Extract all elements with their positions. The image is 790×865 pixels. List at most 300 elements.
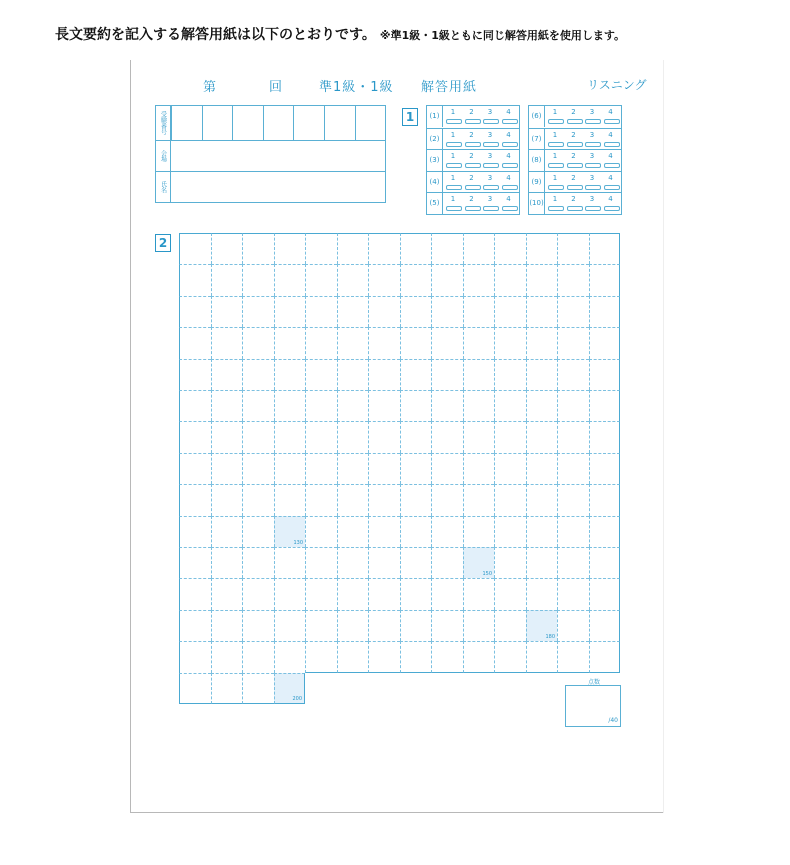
score-box [565,685,621,727]
grid-cell[interactable] [179,641,211,672]
answer-bubble[interactable] [446,185,462,190]
grid-cell[interactable] [305,327,337,358]
answer-bubble[interactable] [465,142,481,147]
grid-cell[interactable] [494,641,526,672]
grid-cell[interactable] [494,547,526,578]
option-number: 1 [552,130,558,139]
option-number: 1 [552,173,558,182]
grid-cell[interactable] [400,390,432,421]
grid-cell[interactable] [463,453,495,484]
grid-cell[interactable] [242,641,274,672]
grid-cell[interactable] [337,578,369,609]
answer-bubble[interactable] [483,185,499,190]
answer-bubble[interactable] [502,206,518,211]
grid-cell[interactable] [368,327,400,358]
grid-cell[interactable] [494,610,526,641]
grid-cell[interactable] [400,641,432,672]
grid-cell[interactable] [494,327,526,358]
grid-cell[interactable] [368,233,400,264]
answer-bubble[interactable] [604,206,620,211]
grid-cell[interactable] [337,547,369,578]
grid-cell[interactable] [400,610,432,641]
grid-cell[interactable] [337,421,369,452]
answer-bubble[interactable] [567,119,583,124]
grid-cell[interactable] [242,296,274,327]
grid-cell[interactable] [274,484,306,515]
grid-cell[interactable] [463,578,495,609]
grid-cell[interactable] [337,359,369,390]
grid-cell[interactable] [211,233,243,264]
answer-sheet [130,60,663,813]
option-number: 1 [552,195,558,204]
grid-cell[interactable] [557,421,589,452]
grid-cell[interactable] [400,516,432,547]
grid-cell[interactable] [589,233,621,264]
grid-cell[interactable] [242,484,274,515]
grid-cell[interactable] [368,547,400,578]
grid-cell[interactable] [211,641,243,672]
grid-cell[interactable] [400,421,432,452]
grid-cell[interactable] [179,484,211,515]
option-number: 1 [450,108,456,116]
grid-cell[interactable] [400,233,432,264]
grid-cell[interactable] [337,233,369,264]
answer-bubble[interactable] [465,119,481,124]
grid-cell[interactable] [305,390,337,421]
grid-cell[interactable] [557,547,589,578]
grid-cell[interactable] [463,610,495,641]
grid-cell[interactable] [431,516,463,547]
exam-number-digit-cell[interactable] [355,106,386,140]
grid-cell[interactable] [526,578,558,609]
grid-cell[interactable] [305,484,337,515]
question-1-answers-right [528,105,622,215]
grid-cell[interactable] [463,547,495,578]
grid-cell[interactable] [589,390,621,421]
grid-cell[interactable] [305,578,337,609]
grid-cell[interactable] [211,264,243,295]
grid-cell[interactable] [494,421,526,452]
grid-cell[interactable] [526,421,558,452]
option-number: 4 [506,152,511,161]
answer-row-number: (1) [427,106,443,127]
grid-cell[interactable] [211,547,243,578]
grid-cell[interactable] [589,641,621,672]
grid-cell[interactable] [274,327,306,358]
option-number: 2 [571,130,576,139]
grid-cell[interactable] [526,516,558,547]
grid-cell[interactable] [431,641,463,672]
grid-cell[interactable] [463,421,495,452]
answer-row-number: (3) [427,150,443,171]
grid-cell[interactable] [211,359,243,390]
grid-cell[interactable] [274,233,306,264]
grid-cell[interactable] [211,516,243,547]
grid-cell[interactable] [431,484,463,515]
grid-cell[interactable] [337,610,369,641]
grid-cell[interactable] [431,264,463,295]
answer-row [427,192,519,214]
grid-cell[interactable] [179,421,211,452]
grid-cell[interactable] [305,547,337,578]
option-number: 3 [589,152,595,161]
grid-cell[interactable] [179,296,211,327]
answer-bubble[interactable] [465,185,481,190]
grid-cell[interactable] [463,516,495,547]
answer-bubble[interactable] [567,206,583,211]
grid-cell[interactable] [305,610,337,641]
answer-bubble[interactable] [502,185,518,190]
grid-cell[interactable] [557,516,589,547]
grid-cell[interactable] [431,578,463,609]
answer-bubble[interactable] [483,206,499,211]
option-number: 4 [506,108,511,116]
grid-cell[interactable] [211,673,243,704]
grid-cell[interactable] [242,359,274,390]
option-number: 2 [469,152,474,161]
grid-cell[interactable] [557,359,589,390]
grid-cell[interactable] [463,296,495,327]
grid-cell[interactable] [463,359,495,390]
answer-bubble[interactable] [548,119,564,124]
grid-cell[interactable] [211,578,243,609]
answer-bubble[interactable] [567,185,583,190]
grid-cell[interactable] [337,296,369,327]
grid-cell[interactable] [179,327,211,358]
grid-cell[interactable] [179,673,211,704]
grid-cell[interactable] [211,610,243,641]
label-name: 氏名 [156,172,171,202]
header-kai: 回 [269,80,284,95]
grid-cell[interactable] [337,453,369,484]
grid-cell[interactable] [589,264,621,295]
grid-cell[interactable] [242,610,274,641]
grid-cell[interactable] [305,516,337,547]
grid-cell[interactable] [400,453,432,484]
grid-cell[interactable] [305,359,337,390]
answer-bubble[interactable] [585,142,601,147]
grid-cell[interactable] [557,641,589,672]
exam-number-digit-cell[interactable] [202,106,233,140]
answer-bubble[interactable] [446,119,462,124]
grid-cell[interactable] [526,233,558,264]
grid-cell[interactable] [589,610,621,641]
grid-cell[interactable] [179,453,211,484]
grid-cell[interactable] [494,578,526,609]
option-number: 3 [589,195,595,204]
grid-cell[interactable] [463,641,495,672]
grid-cell[interactable] [494,359,526,390]
grid-cell[interactable] [526,641,558,672]
grid-cell[interactable] [368,296,400,327]
answer-bubble[interactable] [465,206,481,211]
answer-row [529,149,621,171]
answer-bubble[interactable] [483,163,499,168]
grid-cell[interactable] [431,390,463,421]
answer-row-number: (7) [529,129,545,150]
grid-cell[interactable] [431,610,463,641]
name-field[interactable] [156,171,385,202]
option-number: 2 [469,195,474,204]
exam-number-digit-cell[interactable] [293,106,324,140]
character-count-mark: 130 [293,539,303,546]
grid-cell[interactable] [242,547,274,578]
answer-bubble[interactable] [585,163,601,168]
answer-bubble[interactable] [585,119,601,124]
answer-row-number: (6) [529,106,545,127]
exam-number-digit-cell[interactable] [232,106,263,140]
grid-cell[interactable] [431,359,463,390]
grid-cell[interactable] [305,264,337,295]
answer-bubble[interactable] [502,119,518,124]
grid-cell[interactable] [368,484,400,515]
header-grade: 準1級・1級 [319,80,394,95]
grid-cell[interactable] [368,390,400,421]
grid-cell[interactable] [431,233,463,264]
grid-cell[interactable] [400,327,432,358]
venue-field[interactable] [156,140,385,171]
grid-cell[interactable] [305,296,337,327]
answer-bubble[interactable] [604,163,620,168]
answer-bubble[interactable] [548,206,564,211]
answer-bubble[interactable] [585,185,601,190]
character-count-mark: 180 [545,634,555,641]
answer-row [427,171,519,193]
score-total: /40 [608,717,618,724]
answer-bubble[interactable] [567,142,583,147]
grid-cell[interactable] [305,641,337,672]
grid-cell[interactable] [463,390,495,421]
grid-cell[interactable] [274,673,306,704]
grid-cell[interactable] [274,578,306,609]
grid-cell[interactable] [274,264,306,295]
grid-cell[interactable] [211,421,243,452]
grid-cell[interactable] [589,516,621,547]
grid-cell[interactable] [368,610,400,641]
grid-cell[interactable] [337,327,369,358]
answer-bubble[interactable] [548,142,564,147]
answer-bubble[interactable] [502,163,518,168]
grid-cell[interactable] [368,264,400,295]
grid-cell[interactable] [274,641,306,672]
grid-cell[interactable] [211,327,243,358]
option-number: 2 [571,173,576,182]
grid-cell[interactable] [179,359,211,390]
option-number: 3 [589,130,595,139]
answer-bubble[interactable] [465,163,481,168]
grid-cell[interactable] [242,673,274,704]
grid-cell[interactable] [589,327,621,358]
option-number: 3 [487,152,493,161]
grid-cell[interactable] [179,578,211,609]
answer-row [427,149,519,171]
grid-cell[interactable] [494,453,526,484]
grid-cell[interactable] [337,641,369,672]
grid-cell[interactable] [557,453,589,484]
grid-cell[interactable] [557,327,589,358]
option-number: 4 [608,195,613,204]
answer-row [529,106,621,127]
grid-cell[interactable] [431,453,463,484]
exam-number-digit-cell[interactable] [324,106,355,140]
grid-cell[interactable] [463,264,495,295]
grid-cell[interactable] [589,578,621,609]
grid-cell[interactable] [179,547,211,578]
answer-bubble[interactable] [502,142,518,147]
grid-cell[interactable] [589,359,621,390]
grid-cell[interactable] [305,233,337,264]
grid-cell[interactable] [274,421,306,452]
grid-cell[interactable] [494,233,526,264]
grid-cell[interactable] [494,296,526,327]
grid-cell[interactable] [400,296,432,327]
option-number: 3 [487,130,493,139]
grid-cell[interactable] [368,359,400,390]
grid-cell[interactable] [463,233,495,264]
header-dai: 第 [203,80,218,95]
grid-cell[interactable] [526,359,558,390]
answer-row [529,192,621,214]
grid-cell[interactable] [337,516,369,547]
question-1-answers-left [426,105,520,215]
grid-cell[interactable] [526,547,558,578]
caption-main: 長文要約を記入する解答用紙は以下のとおりです。 [55,27,376,43]
answer-bubble[interactable] [446,206,462,211]
grid-cell[interactable] [557,610,589,641]
grid-cell[interactable] [494,264,526,295]
answer-bubble[interactable] [446,163,462,168]
grid-cell[interactable] [557,484,589,515]
grid-cell[interactable] [431,421,463,452]
grid-cell[interactable] [368,516,400,547]
grid-cell[interactable] [526,484,558,515]
grid-cell[interactable] [400,359,432,390]
answer-bubble[interactable] [446,142,462,147]
grid-cell[interactable] [242,327,274,358]
question-2-number: 2 [155,234,171,252]
examinee-info-box [155,105,386,203]
grid-cell[interactable] [526,264,558,295]
grid-cell[interactable] [400,578,432,609]
answer-bubble[interactable] [548,185,564,190]
grid-cell[interactable] [337,264,369,295]
grid-cell[interactable] [557,264,589,295]
grid-cell[interactable] [211,484,243,515]
option-number: 1 [450,130,456,139]
grid-cell[interactable] [589,453,621,484]
grid-cell[interactable] [179,390,211,421]
grid-cell[interactable] [274,296,306,327]
answer-row-number: (2) [427,129,443,150]
answer-bubble[interactable] [604,185,620,190]
section-label: リスニング [587,78,647,92]
grid-cell[interactable] [274,390,306,421]
option-number: 1 [552,108,558,116]
grid-cell[interactable] [368,578,400,609]
character-count-mark: 150 [482,571,492,578]
grid-cell[interactable] [242,421,274,452]
grid-cell[interactable] [526,453,558,484]
option-number: 4 [608,152,613,161]
exam-number-digit-cell[interactable] [263,106,294,140]
grid-cell[interactable] [211,390,243,421]
grid-cell[interactable] [400,264,432,295]
caption [55,24,625,44]
grid-cell[interactable] [274,359,306,390]
grid-cell[interactable] [526,327,558,358]
grid-cell[interactable] [463,327,495,358]
grid-cell[interactable] [400,484,432,515]
grid-cell[interactable] [463,484,495,515]
grid-cell[interactable] [526,610,558,641]
grid-cell[interactable] [589,421,621,452]
grid-cell[interactable] [557,233,589,264]
answer-bubble[interactable] [548,163,564,168]
answer-bubble[interactable] [604,142,620,147]
answer-bubble[interactable] [585,206,601,211]
exam-number-digit-cell[interactable] [171,106,202,140]
grid-cell[interactable] [526,296,558,327]
grid-cell[interactable] [368,641,400,672]
grid-cell[interactable] [589,296,621,327]
grid-cell[interactable] [337,390,369,421]
grid-cell[interactable] [242,390,274,421]
option-number: 4 [608,130,613,139]
answer-bubble[interactable] [604,119,620,124]
answer-row-number: (8) [529,150,545,171]
grid-cell[interactable] [431,296,463,327]
answer-row [529,128,621,150]
grid-cell[interactable] [431,327,463,358]
grid-cell[interactable] [242,264,274,295]
answer-bubble[interactable] [483,142,499,147]
grid-cell[interactable] [274,610,306,641]
grid-cell[interactable] [400,547,432,578]
grid-cell[interactable] [242,578,274,609]
grid-cell[interactable] [494,484,526,515]
grid-cell[interactable] [526,390,558,421]
grid-cell[interactable] [368,453,400,484]
grid-cell[interactable] [242,516,274,547]
grid-cell[interactable] [274,547,306,578]
grid-cell[interactable] [305,421,337,452]
grid-cell[interactable] [274,516,306,547]
grid-cell[interactable] [179,233,211,264]
grid-cell[interactable] [494,390,526,421]
grid-cell[interactable] [179,610,211,641]
grid-cell[interactable] [211,296,243,327]
grid-cell[interactable] [211,453,243,484]
grid-cell[interactable] [337,484,369,515]
grid-cell[interactable] [179,516,211,547]
grid-cell[interactable] [242,453,274,484]
grid-cell[interactable] [557,296,589,327]
grid-cell[interactable] [589,547,621,578]
grid-cell[interactable] [242,233,274,264]
grid-cell[interactable] [368,421,400,452]
grid-cell[interactable] [557,390,589,421]
answer-bubble[interactable] [567,163,583,168]
grid-cell[interactable] [431,547,463,578]
question-1-number: 1 [402,108,418,126]
grid-cell[interactable] [589,484,621,515]
grid-cell[interactable] [179,264,211,295]
answer-bubble[interactable] [483,119,499,124]
grid-cell[interactable] [274,453,306,484]
grid-cell[interactable] [557,578,589,609]
grid-cell[interactable] [305,453,337,484]
grid-cell[interactable] [494,516,526,547]
